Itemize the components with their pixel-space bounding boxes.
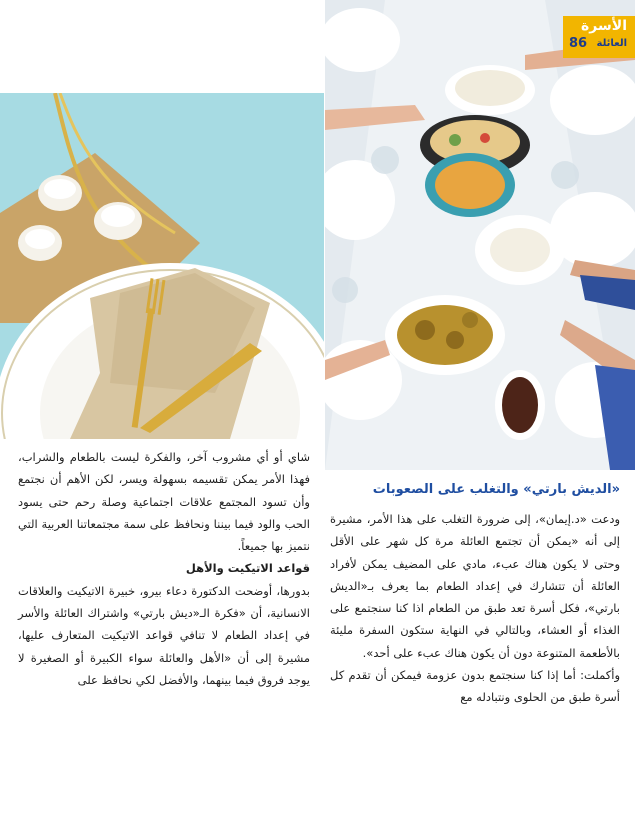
left-paragraph-2: بدورها، أوضحت الدكتورة دعاء بيرو، خبيرة الاتيكيت والعلاقات الانسانية، أن «فكرة الـ«ديش بارتي» واشتراك العائلة والأسر في إعداد الطعام لا تنافي قواعد الاتيكيت المتعارف عليها، مشيرة إلى أن «الأهل والعائلة سواء الكبيرة أو الصغيرة لا يوجد فروق فيما بينهما، والأفضل لكي نحافظ على bbox=[18, 583, 310, 687]
etiquette-subheading: قواعد الاتيكيت والأهل bbox=[185, 561, 310, 576]
dish-party-heading: «الديش بارتي» والتغلب على الصعوبات bbox=[372, 482, 620, 497]
place-setting-illustration bbox=[0, 93, 324, 439]
dish-party-illustration bbox=[325, 0, 635, 470]
left-text-column bbox=[18, 446, 310, 691]
dish-party-table-photo bbox=[325, 0, 635, 470]
right-paragraph-1: ودعت «د.إيمان»، إلى ضرورة التغلب على هذا الأمر، مشيرة إلى أنه «يمكن أن تجتمع العائلة مرة كل شهر على الأقل وحتى لا يكون هناك عبء، مادي على المضيف يمكن لأفراد العائلة أن تتشارك في إعداد الطعام بما يعرف بـ«الديش بارتي»، فكل أسرة تعد طبق من الطعام اذا كنا سنجتمع على الغذاء أو العشاء، وبالتالي في النهاية ستكون السفرة مليئة بالأطعمة المتنوعة دون أن يكون هناك عبء على أحد». bbox=[330, 512, 620, 660]
magazine-name: العائلة bbox=[596, 38, 627, 49]
place-setting-photo bbox=[0, 93, 324, 439]
section-badge bbox=[563, 16, 635, 58]
right-paragraph-2: وأكملت: أما إذا كنا سنجتمع بدون عزومة فيمكن أن تقدم كل أسرة طبق من الحلوى ونتبادله مع bbox=[330, 668, 620, 705]
page-number: 86 bbox=[569, 36, 588, 51]
section-label: الأسرة bbox=[581, 18, 627, 34]
right-text-column bbox=[330, 508, 620, 709]
left-paragraph-1: شاي أو أي مشروب آخر، والفكرة ليست بالطعام والشراب، فهذا الأمر يمكن تقسيمه بسهولة ويسر، لكن الأهم أن نجتمع وأن تسود المجتمع علاقات اجتماعية وصلة رحم حتى يسود الحب والود فيما بيننا ونحافظ على سمة مجتمعاتنا العربية التي نتميز بها جميعاً. bbox=[18, 450, 310, 554]
